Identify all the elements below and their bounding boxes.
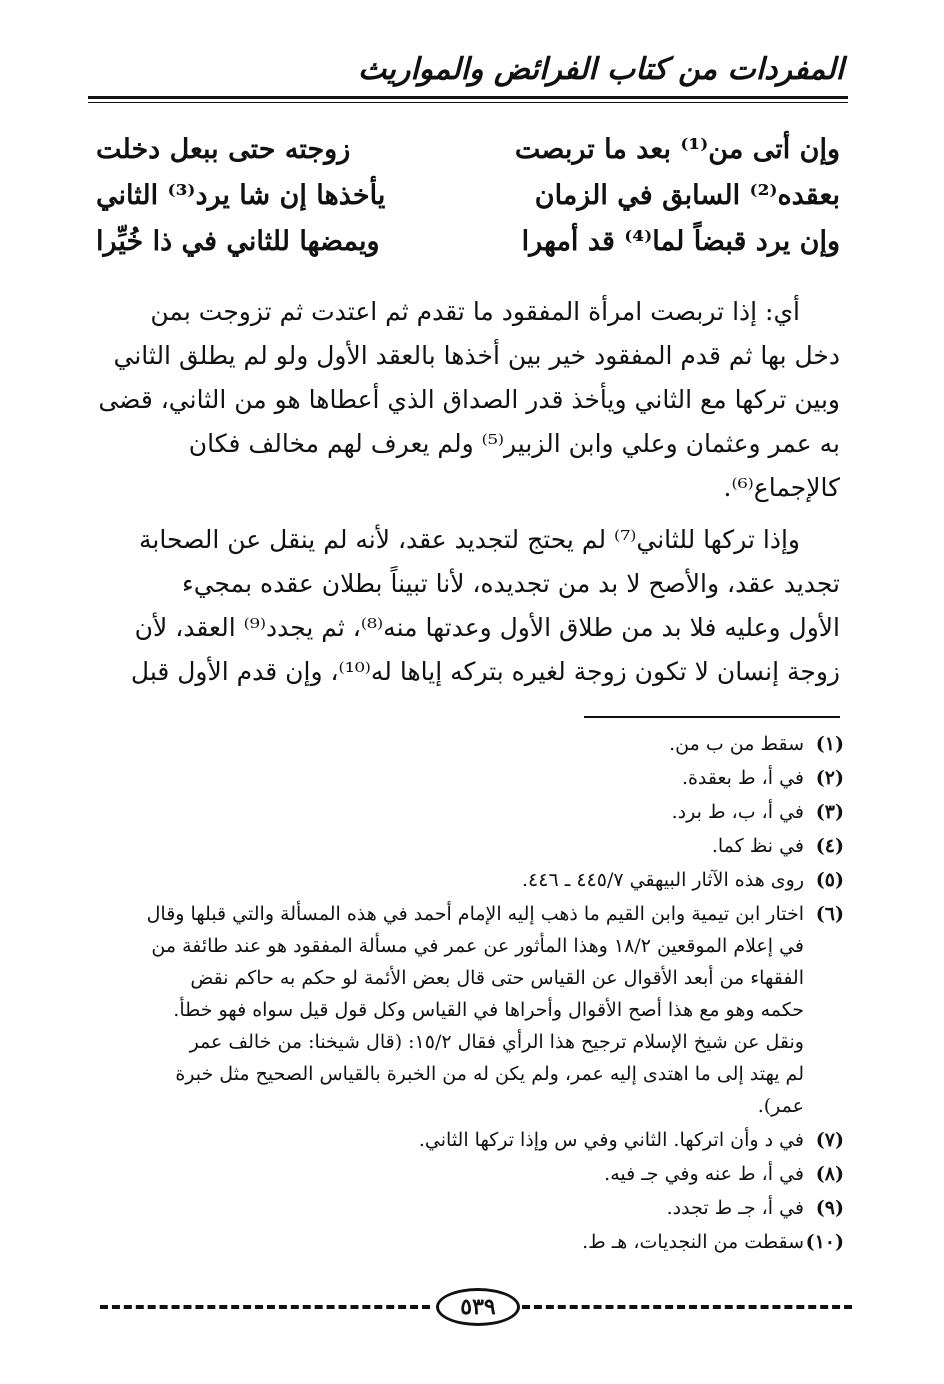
footnote [96,1192,844,1224]
verse-right-hemistich: بعقده⁽²⁾ السابق في الزمان [534,180,840,211]
footnote-number: (٩) [815,1197,844,1219]
footnote [96,830,844,862]
text-line: الأول وعليه فلا بد من طلاق الأول وعدتها منه⁽⁸⁾، ثم يجدد⁽⁹⁾ العقد، لأن [134,613,840,642]
footnote-text: روى هذه الآثار البيهقي ٤٤٥/٧ ـ ٤٤٦. [522,869,804,891]
footnote [96,1158,844,1190]
footnote-number: (٦) [815,903,844,925]
footnote-text: لم يهتد إلى ما اهتدى إليه عمر، ولم يكن له من الخبرة بالقياس الصحيح مثل خبرة [175,1063,804,1085]
footnote-text: عمر). [757,1095,804,1117]
footnote-text: في أ، ط بعقدة. [681,767,804,789]
footnote [96,898,844,1122]
paragraph-1 [96,290,840,510]
footnote [96,796,844,828]
footnote-text: في د وأن اتركها. الثاني وفي س وإذا تركها الثاني. [418,1129,804,1151]
footnote-number: (٧) [815,1129,844,1151]
verse-left-hemistich: يأخذها إن شا يرد⁽³⁾ الثاني [96,180,386,211]
footnote-text: اختار ابن تيمية وابن القيم ما ذهب إليه الإمام أحمد في هذه المسألة والتي قبلها وقال [146,903,804,925]
verse-line [96,220,840,264]
page-number: ٥٣٩ [436,1288,520,1326]
footnote [96,762,844,794]
footnote-number: (١٠) [805,1231,844,1253]
footnote-text: في أ، جـ ط تجدد. [666,1197,804,1219]
footnote [96,1226,844,1258]
running-header-title: المفردات من كتاب الفرائض والمواريث [358,52,844,87]
text-line: وإذا تركها للثاني⁽⁷⁾ لم يحتج لتجديد عقد، لأنه لم ينقل عن الصحابة [138,525,800,554]
text-line: أي: إذا تربصت امرأة المفقود ما تقدم ثم اعتدت ثم تزوجت بمن [150,297,800,326]
footnote-text: الفقهاء من أبعد الأقوال عن القياس حتى قال بعض الأئمة لو حكم به حاكم نقض [190,967,804,989]
footnote-number: (٣) [815,801,844,823]
verse-line [96,174,840,218]
footnote-number: (٤) [815,835,844,857]
footnote-number: (١) [815,733,844,755]
footnote-separator [584,716,840,718]
footnote-number: (٨) [815,1163,844,1185]
verse-right-hemistich: وإن يرد قبضاً لما⁽⁴⁾ قد أمهرا [521,226,840,257]
footnotes [96,728,844,1260]
verse-left-hemistich: زوجته حتى ببعل دخلت [96,134,351,165]
footer-dashed-rule [100,1305,430,1309]
footnote-text: سقطت من النجديات، هـ ط. [582,1231,804,1253]
verse-left-hemistich: ويمضها للثاني في ذا خُيِّرا [96,226,380,257]
footnote-text: ونقل عن شيخ الإسلام ترجيح هذا الرأي فقال ١٥/٢: (قال شيخنا: من خالف عمر [189,1031,804,1053]
text-line: دخل بها ثم قدم المفقود خير بين أخذها بالعقد الأول ولو لم يطلق الثاني [113,341,840,370]
verse-right-hemistich: وإن أتى من⁽¹⁾ بعد ما تربصت [514,134,840,165]
footnote-text: حكمه وهو مع هذا أصح الأقوال وأحراها في القياس وكل قول قيل سواه فهو خطأ. [173,999,804,1021]
text-line: زوجة إنسان لا تكون زوجة لغيره بتركه إياها له⁽¹⁰⁾، وإن قدم الأول قبل [130,657,840,686]
footnote-text: في أ، ط عنه وفي جـ فيه. [604,1163,804,1185]
paragraph-2 [96,518,840,694]
footer-ornament [100,1294,852,1320]
footnote-text: في إعلام الموقعين ١٨/٢ وهذا المأثور عن عمر في مسألة المفقود هو عند طائفة من [151,935,804,957]
text-line: به عمر وعثمان وعلي وابن الزبير⁽⁵⁾ ولم يعرف لهم مخالف فكان [188,429,840,458]
header-rule [88,96,848,103]
footnote [96,864,844,896]
text-line: كالإجماع⁽⁶⁾. [723,473,840,502]
text-line: تجديد عقد، والأصح لا بد من تجديده، لأنا تبيناً بطلان عقده بمجيء [181,569,840,598]
footnote-text: سقط من ب من. [669,733,804,755]
footnote-number: (٢) [815,767,844,789]
footnote [96,1124,844,1156]
verse-line [96,128,840,172]
footer-dashed-rule [522,1305,852,1309]
footnote-text: في نظ كما. [711,835,804,857]
footnote-text: في أ، ب، ط برد. [671,801,804,823]
footnote [96,728,844,760]
footnote-number: (٥) [815,869,844,891]
text-line: وبين تركها مع الثاني ويأخذ قدر الصداق الذي أعطاها هو من الثاني، قضى [98,385,840,414]
